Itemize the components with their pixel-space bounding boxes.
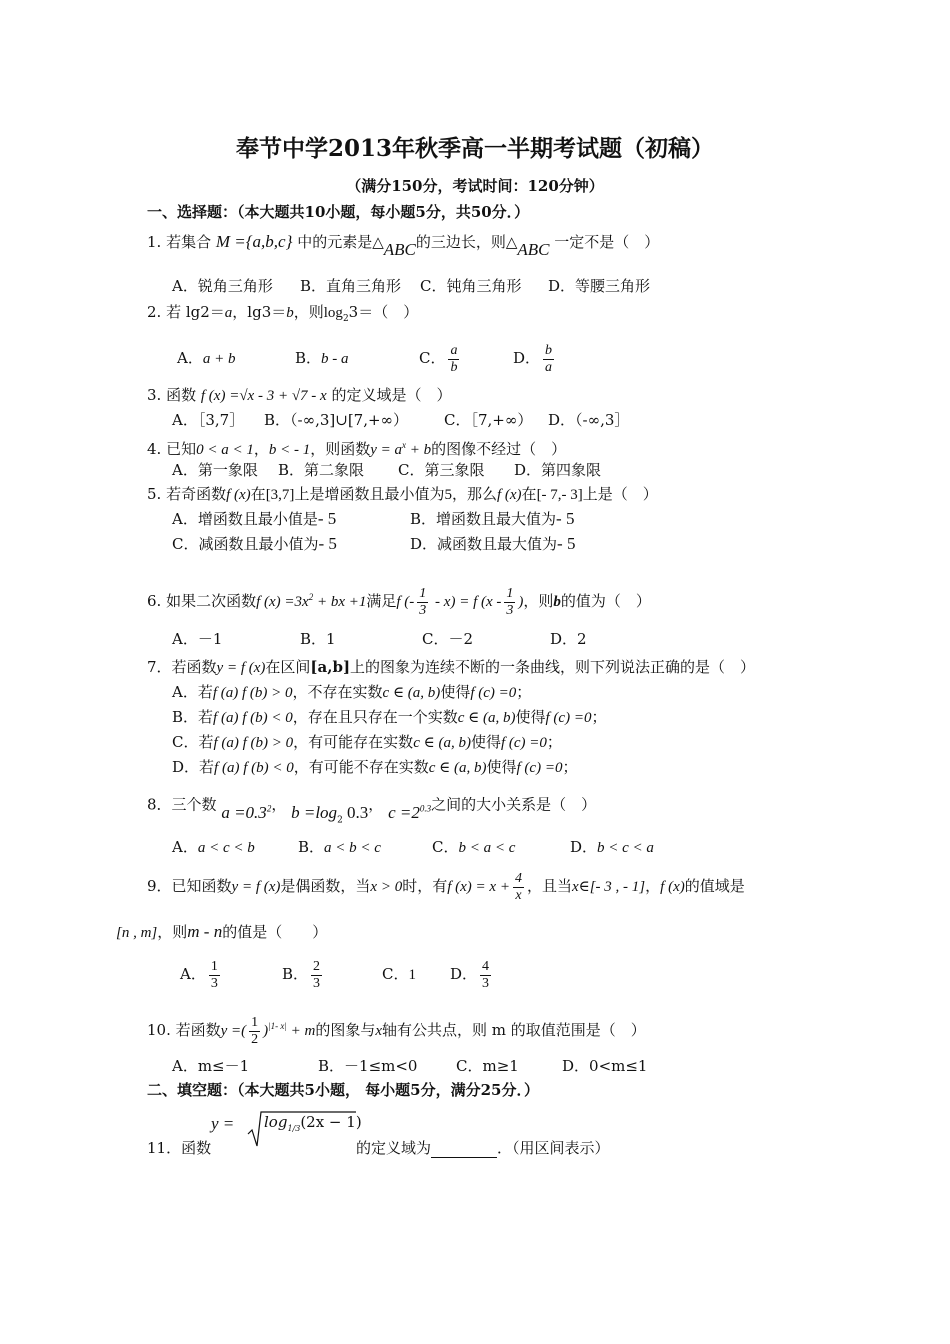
q8-c-sup: 0.3 [419,803,432,813]
q10-frac-den: 2 [251,1031,259,1047]
q9-option-d-den: 3 [482,975,490,991]
q7-c-7: ； [546,733,562,751]
q7-a-5: 使得 [440,683,471,701]
q6-sup: 2 [308,592,314,602]
q2-mid2: ，则 [293,303,324,321]
q9-option-a [180,955,282,993]
q7-a-2: f (a) f (b) > 0 [212,685,293,701]
q7-c-5: 使得 [470,733,501,751]
q9-option-d-label: D． [450,965,478,983]
exam-title: 奉节中学2013年秋季高一半期考试题（初稿） [235,135,714,162]
section-1-heading: 一、选择题：（本大题共10小题，每小题5分，共50分．） [147,203,530,221]
q6-post: 的值为（ ） [560,592,651,610]
q8-option-c-expr: b < a < c [458,840,516,856]
q10-option-b: B．－1≤m<0 [318,1057,418,1075]
q1-option-c: C．钝角三角形 [420,277,522,295]
q9-option-d-frac [480,959,491,992]
q7-d-7: ； [562,758,578,776]
q6-b: b [553,594,561,610]
q7-pre: 7．若函数 [147,658,217,676]
q9-c1: x > 0 [370,879,403,895]
q6-c1: f (- [396,594,415,610]
question-8 [147,783,596,829]
q9-options [180,955,494,994]
q3-options [172,410,629,430]
q6-frac1-num: 1 [419,585,427,601]
q2-a: a [224,305,233,321]
q5-option-c-label: C．减函数且最小值为 [172,535,319,553]
question-2 [147,302,418,329]
q9-option-c [382,955,450,994]
q4-c2: b < - 1 [268,442,311,458]
q9-option-a-frac [209,959,220,992]
q2-option-b [295,341,419,376]
q11-post: 的定义域为 [356,1139,432,1157]
q9-option-b-frac [311,959,322,992]
q4-post: 的图像不经过（ ） [431,440,567,458]
q5-int2: [- 7,- 3] [536,487,583,503]
q5-options-row1 [172,509,574,529]
q9-option-c-val: 1 [408,967,416,983]
q10-frac [249,1015,260,1048]
q2-option-c-den: b [450,359,458,375]
q6-frac2 [504,586,515,619]
q4-sup: x [402,440,407,450]
q3-option-d: D．（-∞,3］ [548,411,630,429]
q10-option-c: C．m≥1 [456,1057,519,1075]
q10-x: x [375,1023,383,1039]
q9-line2-post: 的值是（ ） [222,923,328,941]
q3-option-a: A．［3,7］ [172,411,245,429]
q8-b: b =log [291,802,338,822]
q5-option-a-val: - 5 [317,509,337,528]
q11-radical [246,1108,362,1148]
q9-int: x∈[- 3 , - 1] [571,879,646,895]
q5-options-row2 [172,534,575,554]
q7-b-1: B．若 [172,708,214,726]
q9-mid2: 时，有 [402,877,448,895]
q7-b-5: 使得 [515,708,546,726]
q8-option-a-label: A． [172,838,198,856]
q11-y [211,1114,234,1134]
q11-log-base: 1/3 [287,1124,301,1133]
q1-mid2: 的三边长，则△ [415,233,518,251]
q8-sep2: ， [368,795,384,814]
q6-options [172,629,587,649]
q8-option-b-label: B． [298,838,325,856]
q10-option-a: A．m≤－1 [172,1057,250,1075]
q7-d-2: f (a) f (b) < 0 [214,760,294,776]
q10-expr: y =( [220,1023,247,1039]
q8-b-group [291,802,369,826]
q6-frac2-den: 3 [506,602,514,618]
q7-d-6: f (c) =0 [516,760,563,776]
q9-mid: 是偶函数，当 [280,877,371,895]
q2-options [177,341,557,376]
q7-post: 上的图象为连续不断的一条曲线，则下列说法正确的是（ ） [350,658,756,676]
q10-option-d: D．0<m≤1 [562,1057,648,1075]
q1-abc1: ABC [383,240,416,259]
q9-pre: 9．已知函数 [147,877,232,895]
q7-b-4: c ∈ (a, b) [457,710,516,726]
q9-line2-mid: ，则 [157,923,188,941]
q1-option-a: A．锐角三角形 [172,277,273,295]
q2-option-c-label: C． [419,349,446,367]
q9-option-b-num: 2 [313,958,321,974]
q5-f: f (x) [226,487,251,503]
question-10 [147,1008,646,1049]
q11-post2: ．（用区间表示） [497,1139,610,1157]
q1-post: 一定不是（ ） [554,233,660,251]
q7-int: [a,b] [310,658,351,676]
q3-option-c: C．［7,+∞） [444,411,533,429]
q9-frac-den: x [515,887,522,903]
section-2-heading: 二、填空题：（本大题共5小题， 每小题5分，满分25分．） [147,1081,539,1099]
q5-option-a-label: A．增函数且最小值是 [172,510,318,528]
q5-pre: 5. 若奇函数 [147,485,227,503]
q4-options [172,460,601,480]
q5-option-c-val: - 5 [318,534,337,553]
question-3 [147,385,452,406]
q7-d-1: D．若 [172,758,215,776]
q2-option-b-label: B． [295,349,322,367]
q9-frac-num: 4 [514,870,522,886]
q4-c1: 0 < a < 1 [196,442,254,458]
q10-post: 轴有公共点，则 m 的取值范围是（ ） [382,1021,646,1039]
q7-b-2: f (a) f (b) < 0 [213,710,293,726]
q5-v: 5 [444,487,452,503]
q8-sep1: ， [271,795,287,814]
q7-d-4: c ∈ (a, b) [428,760,487,776]
q7-b-7: ； [591,708,607,726]
q9-option-a-label: A． [180,965,206,983]
question-7 [147,657,755,678]
q9-option-d-num: 4 [482,958,490,974]
q7-d-3: ，有可能不存在实数 [293,758,429,776]
q7-option-b [172,707,606,728]
q10-frac-num: 1 [251,1014,259,1030]
q8-option-b-expr: a < b < c [324,840,381,856]
q2-option-c [419,341,513,376]
q8-option-c [432,837,570,858]
q11-log: log [264,1113,288,1131]
q1-option-d: D．等腰三角形 [548,277,651,295]
q8-b2: 0.3 [342,802,369,822]
q5-option-d [410,534,575,554]
q4-option-b: B．第二象限 [278,461,365,479]
q10-mid: 的图象与 [315,1021,376,1039]
q2-option-a-expr: a + b [202,351,236,367]
q6-frac2-num: 1 [506,585,514,601]
q9-option-b [282,955,382,993]
q3-expr: f (x) =√x - 3 + √7 - x [200,388,327,404]
q9-f2: f (x) [660,879,685,895]
q11-answer-blank[interactable] [431,1143,497,1158]
q5-post: 上是（ ） [582,485,658,503]
q3-post: 的定义域是（ ） [331,386,452,404]
q2-option-d [513,341,557,376]
q2-option-c-num: a [450,342,458,358]
q7-d-5: 使得 [486,758,517,776]
q7-expr: y = f (x) [216,660,266,676]
q8-b-sub: 2 [337,815,343,826]
q7-option-c [172,732,562,753]
q7-c-1: C．若 [172,733,214,751]
q6-mid2: ，则 [523,592,554,610]
q1-options [172,276,650,296]
q2-log-base: 2 [342,314,349,324]
q6-c2: - x) = f (x - [431,594,502,610]
q3-option-b: B．（-∞,3]∪[7,+∞） [264,411,409,429]
q11-radicand [264,1113,362,1133]
q2-option-d-den: a [545,359,553,375]
q2-option-c-frac [448,343,459,376]
q5-option-c [172,534,410,554]
q5-option-b-val: - 5 [556,509,575,528]
q6-mid: 满足 [366,592,397,610]
q1-option-b: B．直角三角形 [300,277,402,295]
q9-option-a-den: 3 [210,975,218,991]
q7-c-4: c ∈ (a, b) [413,735,471,751]
q5-mid2: 上是增函数且最小值为 [294,485,445,503]
q7-b-3: ，存在且只存在一个实数 [292,708,458,726]
q5-int1: [3,7] [265,487,295,503]
q6-option-a: A．－1 [172,630,223,648]
q2-b: b [286,305,294,321]
q1-mid: 中的元素是△ [297,233,384,251]
q6-expr2: + bx +1 [313,594,367,610]
q9-frac [513,871,524,904]
q4-option-a: A．第一象限 [172,461,258,479]
q7-a-6: f (c) =0 [470,685,517,701]
q7-a-3: ，不存在实数 [292,683,383,701]
q8-post: 之间的大小关系是（ ） [431,795,597,814]
q6-pre: 6. 如果二次函数 [147,592,257,610]
q8-values [221,803,271,823]
q10-expr2: ) [263,1023,269,1039]
q11-pre: 11．函数 [147,1139,212,1157]
q2-option-d-frac [543,343,554,376]
question-9 [147,869,745,904]
q4-option-d: D．第四象限 [514,461,602,479]
q8-a: a =0.3 [221,802,267,822]
q6-frac1 [417,586,428,619]
q6-option-b: B．1 [300,630,336,648]
q7-option-d [172,757,577,778]
q9-option-c-label: C． [382,965,409,983]
q5-option-d-val: - 5 [557,534,576,553]
q8-c-group [388,803,431,823]
q4-expr: y = a [370,442,403,458]
q10-options [172,1056,647,1076]
q7-a-4: c ∈ (a, b) [382,685,441,701]
q2-option-a [177,341,295,376]
question-4 [147,435,566,460]
q8-pre: 8．三个数 [147,795,217,814]
q9-option-d [450,955,494,993]
q9-mid3: ，且当 [526,877,572,895]
q2-option-a-label: A． [177,349,203,367]
q8-a-sup: 2 [266,803,272,813]
q9-option-a-num: 1 [210,958,218,974]
q1-set: M ={a,b,c} [215,232,293,251]
q2-log: log [323,305,343,321]
q5-option-b [410,509,574,529]
q9-post: 的值域是 [684,877,745,895]
q8-option-c-label: C． [432,838,459,856]
q2-post: 3＝（ ） [348,303,419,321]
q8-option-a-expr: a < c < b [197,840,255,856]
q6-frac1-den: 3 [419,602,427,618]
q8-option-b [298,837,432,858]
q3-pre: 3. 函数 [147,386,197,404]
q9-mid4: ， [645,877,661,895]
q6-option-c: C．－2 [422,630,474,648]
q4-mid: ， [253,440,269,458]
q7-c-6: f (c) =0 [500,735,547,751]
q5-mid4: 在 [521,485,537,503]
q9-line2-expr: m - n [187,922,223,941]
q8-option-a [172,837,298,858]
q4-option-c: C．第三象限 [398,461,485,479]
q8-option-d-expr: b < c < a [597,840,654,856]
q9-f: f (x) = x + [447,879,510,895]
q8-c: c =2 [388,802,420,822]
question-9-line2 [116,922,327,943]
question-11-tail [356,1138,610,1158]
q6-c3: ) [518,594,524,610]
q4-pre: 4. 已知 [147,440,197,458]
q8-option-d [570,837,654,858]
q8-options [172,837,654,858]
q6-option-d: D．2 [550,630,587,648]
question-1 [147,232,660,259]
q8-option-d-label: D． [570,838,598,856]
q7-c-2: f (a) f (b) > 0 [213,735,294,751]
q9-option-b-label: B． [282,965,309,983]
q11-log-arg: (2x − 1) [300,1113,362,1131]
q7-c-3: ，有可能存在实数 [293,733,414,751]
q11-y-label: y = [211,1114,235,1133]
q10-sup: |1- x| [268,1021,287,1031]
q9-option-b-den: 3 [313,975,321,991]
q9-expr: y = f (x) [231,879,281,895]
q2-option-d-num: b [545,342,553,358]
q2-mid: ，lg3＝ [232,303,287,321]
q10-expr3: + m [286,1023,316,1039]
q1-abc2: ABC [517,240,550,259]
q5-f2: f (x) [496,487,522,503]
q9-line2-int: [n , m] [116,925,158,941]
q5-option-a [172,509,410,529]
q7-a-7: ； [516,683,532,701]
q6-expr: f (x) =3x [256,594,309,610]
q2-pre: 2. 若 lg2＝ [147,303,225,321]
question-5 [147,484,658,505]
exam-subtitle: （满分150分，考试时间：120分钟） [346,177,604,195]
q7-a-1: A．若 [172,683,213,701]
q7-mid: 在区间 [265,658,311,676]
q2-option-d-label: D． [513,349,541,367]
question-6 [147,580,651,619]
q5-option-d-label: D．减函数且最大值为 [410,535,558,553]
q2-option-b-expr: b - a [321,351,349,367]
q5-mid: 在 [250,485,266,503]
q5-option-b-label: B．增函数且最大值为 [410,510,557,528]
q5-mid3: ，那么 [451,485,497,503]
q4-expr2: + b [406,442,432,458]
q7-b-6: f (c) =0 [545,710,592,726]
q4-mid2: ，则函数 [310,440,371,458]
q10-pre: 10. 若函数 [147,1021,221,1039]
q7-option-a [172,682,531,703]
q1-pre: 1. 若集合 [147,233,212,251]
